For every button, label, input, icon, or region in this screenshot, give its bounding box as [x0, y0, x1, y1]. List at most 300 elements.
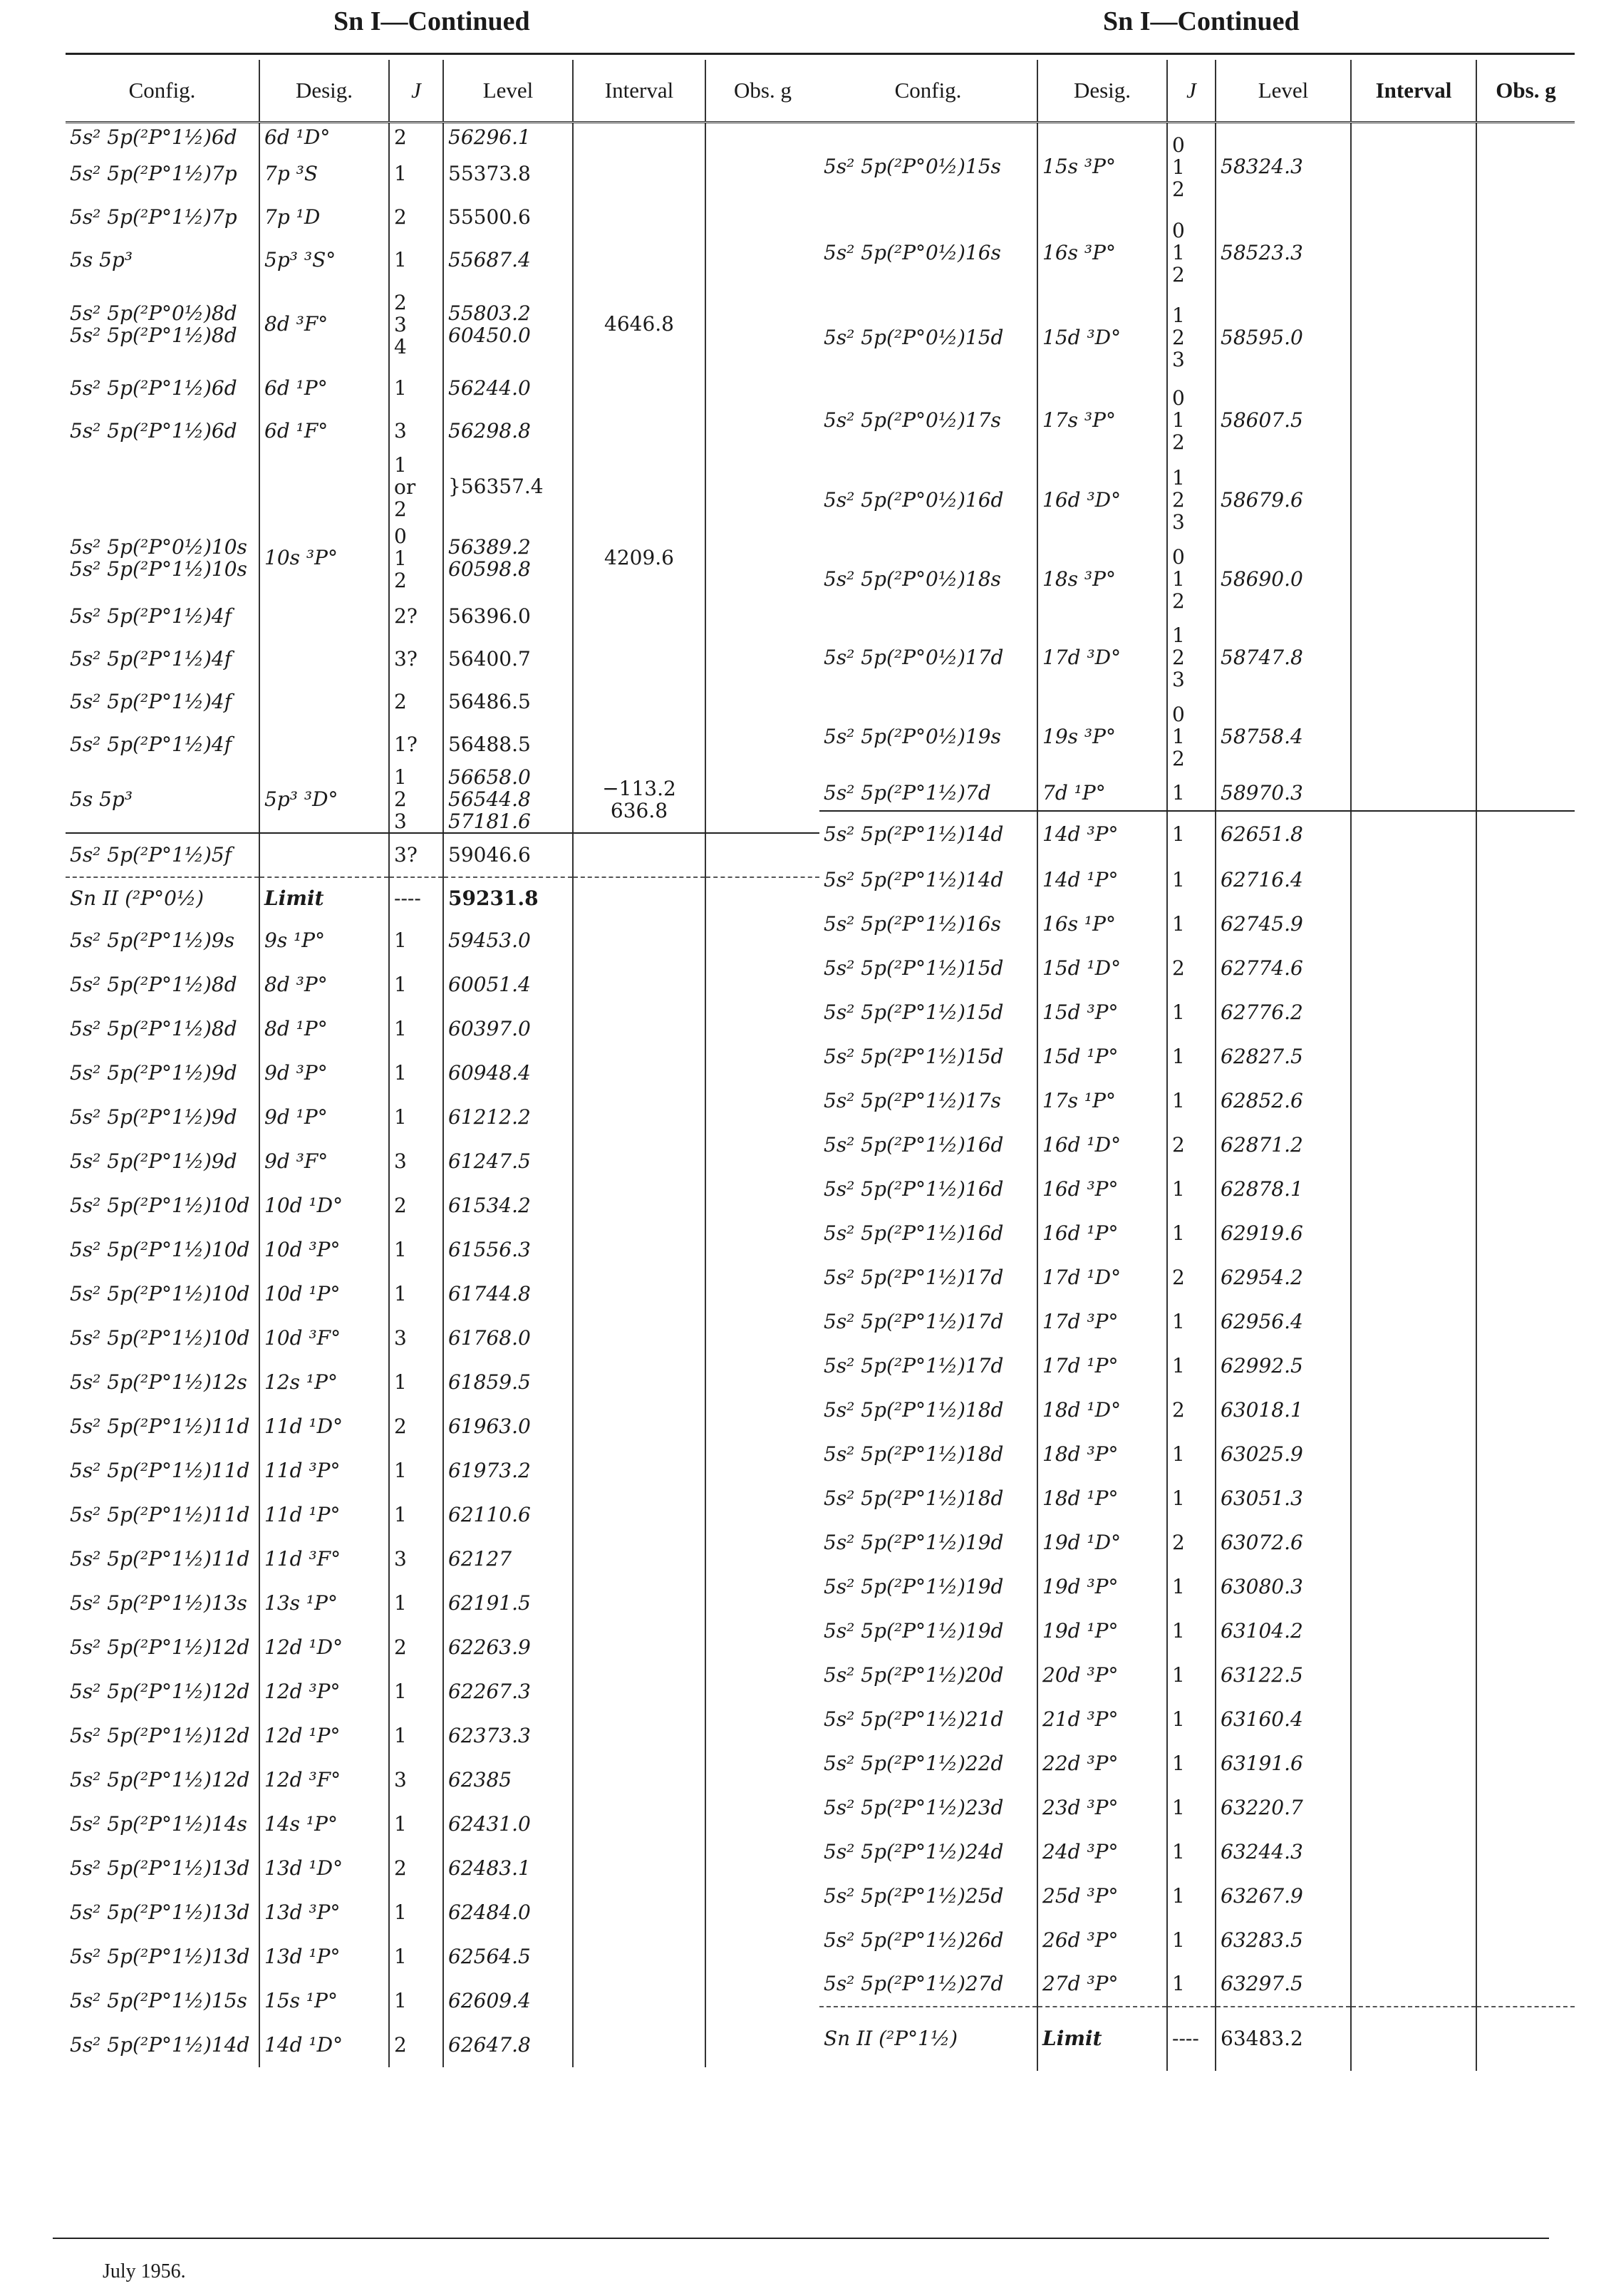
j-cell — [389, 453, 443, 521]
j-cell: 1 — [1167, 1167, 1216, 1211]
j-cell: 2 — [389, 1184, 443, 1228]
level-row — [819, 1565, 1575, 1609]
j-cell: 1 — [1167, 1300, 1216, 1344]
cell-line: 1 — [1172, 466, 1185, 490]
config-cell: 5s² 5p(²P°1½)10d — [66, 1316, 259, 1360]
cell-line: 5s² 5p(²P°0½)8d — [70, 301, 237, 325]
obs-g-cell — [705, 1714, 819, 1758]
header-obs-g: Obs. g — [705, 60, 819, 123]
obs-g-cell — [1476, 1697, 1575, 1742]
j-cell: 1 — [1167, 1742, 1216, 1786]
level-cell: 56488.5 — [443, 723, 573, 766]
config-cell: 5s² 5p(²P°1½)6d — [66, 410, 259, 453]
interval-cell — [1351, 1256, 1476, 1300]
j-cell: 1 — [389, 1802, 443, 1846]
j-cell: 1 — [389, 239, 443, 281]
obs-g-cell — [705, 877, 819, 919]
interval-cell — [573, 2023, 705, 2067]
desig-cell: 19s ³P° — [1037, 697, 1167, 777]
config-cell: 5s² 5p(²P°1½)15d — [819, 991, 1037, 1035]
desig-cell: 10d ¹P° — [259, 1272, 389, 1316]
header-level: Level — [443, 60, 573, 123]
header-config: Config. — [66, 60, 259, 123]
desig-cell: 10d ³F° — [259, 1316, 389, 1360]
desig-cell: 7d ¹P° — [1037, 777, 1167, 811]
obs-g-cell — [705, 1051, 819, 1095]
level-cell: 63025.9 — [1216, 1432, 1351, 1477]
desig-cell: 24d ³P° — [1037, 1830, 1167, 1874]
level-cell: 63080.3 — [1216, 1565, 1351, 1609]
header-desig: Desig. — [1037, 60, 1167, 123]
level-row — [66, 1670, 819, 1714]
cell-line: 4 — [394, 334, 407, 358]
desig-cell: 10d ³P° — [259, 1228, 389, 1272]
config-cell: 5s² 5p(²P°1½)16s — [819, 902, 1037, 946]
config-cell: 5s² 5p(²P°1½)15d — [819, 946, 1037, 991]
cell-line: 2 — [1172, 263, 1185, 286]
j-cell: 1 — [1167, 1918, 1216, 1963]
level-cell: 55500.6 — [443, 196, 573, 239]
level-row — [819, 1035, 1575, 1079]
config-cell: 5s² 5p(²P°1½)10d — [66, 1184, 259, 1228]
obs-g-cell — [705, 723, 819, 766]
config-cell: 5s² 5p(²P°1½)19d — [819, 1609, 1037, 1653]
j-cell — [1167, 211, 1216, 295]
level-row — [66, 2023, 819, 2067]
level-cell: 62992.5 — [1216, 1344, 1351, 1388]
config-cell: 5s² 5p(²P°1½)9d — [66, 1051, 259, 1095]
interval-cell — [1351, 211, 1476, 295]
obs-g-cell — [1476, 1609, 1575, 1653]
cell-line: 0 — [1172, 386, 1185, 410]
obs-g-cell — [705, 1891, 819, 1935]
level-cell: 62878.1 — [1216, 1167, 1351, 1211]
obs-g-cell — [705, 152, 819, 196]
j-cell: 2 — [1167, 946, 1216, 991]
j-cell: 1 — [389, 1891, 443, 1935]
config-cell: 5s² 5p(²P°1½)26d — [819, 1918, 1037, 1963]
level-row — [819, 123, 1575, 211]
level-cell: 63283.5 — [1216, 1918, 1351, 1963]
obs-g-cell — [1476, 1079, 1575, 1123]
j-cell — [1167, 123, 1216, 211]
obs-g-cell — [705, 281, 819, 367]
level-row — [819, 460, 1575, 540]
cell-line: 56544.8 — [448, 787, 531, 811]
level-row — [66, 595, 819, 638]
config-cell: 5s² 5p(²P°0½)19s — [819, 697, 1037, 777]
desig-cell: 15d ³D° — [1037, 295, 1167, 381]
level-cell: 55373.8 — [443, 152, 573, 196]
desig-cell — [259, 681, 389, 723]
level-row — [819, 295, 1575, 381]
config-cell: 5s² 5p(²P°1½)11d — [66, 1405, 259, 1449]
obs-g-cell — [1476, 1123, 1575, 1167]
config-cell: 5s² 5p(²P°1½)5f — [66, 833, 259, 877]
config-cell: 5s² 5p(²P°1½)12d — [66, 1670, 259, 1714]
interval-cell — [573, 963, 705, 1007]
header-desig: Desig. — [259, 60, 389, 123]
desig-cell: 8d ³F° — [259, 281, 389, 367]
j-cell: 1 — [1167, 777, 1216, 811]
level-row — [66, 963, 819, 1007]
obs-g-cell — [1476, 2007, 1575, 2071]
level-row — [66, 919, 819, 963]
level-row — [819, 1477, 1575, 1521]
j-cell: 2 — [389, 1625, 443, 1670]
obs-g-cell — [705, 1139, 819, 1184]
level-row — [819, 777, 1575, 811]
level-cell: 63220.7 — [1216, 1786, 1351, 1830]
level-cell: 58747.8 — [1216, 619, 1351, 697]
level-cell: 61744.8 — [443, 1272, 573, 1316]
level-row — [819, 1211, 1575, 1256]
interval-cell — [573, 1272, 705, 1316]
interval-cell — [1351, 1344, 1476, 1388]
interval-cell — [573, 723, 705, 766]
j-cell: 1 — [1167, 1079, 1216, 1123]
desig-cell: 20d ³P° — [1037, 1653, 1167, 1697]
j-cell: 1? — [389, 723, 443, 766]
config-cell: 5s² 5p(²P°1½)23d — [819, 1786, 1037, 1830]
desig-cell: 7p ³S — [259, 152, 389, 196]
desig-cell: 17s ³P° — [1037, 381, 1167, 460]
desig-cell: 17d ¹P° — [1037, 1344, 1167, 1388]
desig-cell: 7p ¹D — [259, 196, 389, 239]
interval-cell — [1351, 1388, 1476, 1432]
interval-cell — [573, 1846, 705, 1891]
level-cell: 62871.2 — [1216, 1123, 1351, 1167]
interval-cell — [573, 1360, 705, 1405]
level-cell: 61768.0 — [443, 1316, 573, 1360]
obs-g-cell — [1476, 1874, 1575, 1918]
level-cell: 59046.6 — [443, 833, 573, 877]
level-row — [819, 1432, 1575, 1477]
cell-line: or — [394, 475, 416, 499]
obs-g-cell — [1476, 902, 1575, 946]
level-row — [819, 1344, 1575, 1388]
interval-cell — [573, 196, 705, 239]
cell-line: 5s² 5p(²P°0½)10s — [70, 535, 247, 559]
interval-cell — [573, 1891, 705, 1935]
cell-line: 60450.0 — [448, 324, 531, 347]
config-cell: 5s² 5p(²P°1½)18d — [819, 1388, 1037, 1432]
desig-cell: 13d ¹P° — [259, 1935, 389, 1979]
level-row — [66, 681, 819, 723]
config-cell: 5s 5p³ — [66, 239, 259, 281]
level-cell: 63483.2 — [1216, 2007, 1351, 2071]
level-row — [66, 152, 819, 196]
level-cell: 58607.5 — [1216, 381, 1351, 460]
desig-cell: 9d ¹P° — [259, 1095, 389, 1139]
interval-cell — [573, 1581, 705, 1625]
obs-g-cell — [705, 1581, 819, 1625]
config-cell: 5s² 5p(²P°0½)16d — [819, 460, 1037, 540]
level-cell: 62385 — [443, 1758, 573, 1802]
j-cell: 2 — [1167, 1521, 1216, 1565]
j-cell: 1 — [1167, 1697, 1216, 1742]
obs-g-cell — [705, 1272, 819, 1316]
obs-g-cell — [1476, 211, 1575, 295]
level-row — [819, 2007, 1575, 2071]
interval-cell — [1351, 1300, 1476, 1344]
interval-cell — [1351, 1963, 1476, 2007]
obs-g-cell — [1476, 1653, 1575, 1697]
level-row — [66, 1537, 819, 1581]
config-cell: 5s² 5p(²P°1½)8d — [66, 963, 259, 1007]
interval-cell: 4209.6 — [573, 521, 705, 595]
config-cell: 5s² 5p(²P°1½)17d — [819, 1344, 1037, 1388]
level-row — [66, 638, 819, 681]
config-cell: 5s² 5p(²P°1½)13d — [66, 1891, 259, 1935]
obs-g-cell — [705, 1802, 819, 1846]
desig-cell — [259, 638, 389, 681]
config-cell — [66, 453, 259, 521]
level-cell: 62774.6 — [1216, 946, 1351, 991]
config-cell: 5s² 5p(²P°1½)12s — [66, 1360, 259, 1405]
j-cell: 1 — [389, 1228, 443, 1272]
cell-line: 1 — [1172, 624, 1185, 647]
interval-cell — [1351, 697, 1476, 777]
level-row — [819, 1521, 1575, 1565]
j-cell: 2 — [1167, 1256, 1216, 1300]
j-cell: 1 — [389, 1007, 443, 1051]
desig-cell: 27d ³P° — [1037, 1963, 1167, 2007]
level-row — [819, 946, 1575, 991]
level-row — [819, 1874, 1575, 1918]
interval-cell — [1351, 1521, 1476, 1565]
config-cell: 5s² 5p(²P°1½)6d — [66, 367, 259, 410]
config-cell: 5s² 5p(²P°1½)9d — [66, 1139, 259, 1184]
j-cell: 1 — [389, 1051, 443, 1095]
obs-g-cell — [705, 638, 819, 681]
level-cell: 62127 — [443, 1537, 573, 1581]
level-cell — [443, 766, 573, 833]
obs-g-cell — [1476, 1432, 1575, 1477]
desig-cell: 9d ³F° — [259, 1139, 389, 1184]
obs-g-cell — [1476, 1830, 1575, 1874]
config-cell: 5s² 5p(²P°1½)9d — [66, 1095, 259, 1139]
level-row — [819, 1609, 1575, 1653]
obs-g-cell — [705, 1979, 819, 2023]
config-cell: 5s² 5p(²P°1½)11d — [66, 1449, 259, 1493]
j-cell — [389, 766, 443, 833]
level-row — [66, 1846, 819, 1891]
obs-g-cell — [1476, 946, 1575, 991]
desig-cell: 6d ¹F° — [259, 410, 389, 453]
level-cell: 62919.6 — [1216, 1211, 1351, 1256]
desig-cell: 11d ³F° — [259, 1537, 389, 1581]
level-row — [819, 619, 1575, 697]
level-cell: 61534.2 — [443, 1184, 573, 1228]
level-cell: 62827.5 — [1216, 1035, 1351, 1079]
level-row — [819, 1123, 1575, 1167]
level-row — [819, 211, 1575, 295]
level-cell: 60397.0 — [443, 1007, 573, 1051]
desig-cell: 19d ³P° — [1037, 1565, 1167, 1609]
j-cell: ---- — [1167, 2007, 1216, 2071]
desig-cell — [259, 723, 389, 766]
desig-cell: 10d ¹D° — [259, 1184, 389, 1228]
interval-cell — [573, 877, 705, 919]
desig-cell: 14d ³P° — [1037, 811, 1167, 858]
j-cell: 1 — [389, 1360, 443, 1405]
config-cell: 5s² 5p(²P°0½)15d — [819, 295, 1037, 381]
config-cell: 5s² 5p(²P°1½)16d — [819, 1167, 1037, 1211]
level-cell: 63267.9 — [1216, 1874, 1351, 1918]
desig-cell: 6d ¹P° — [259, 367, 389, 410]
obs-g-cell — [705, 1670, 819, 1714]
cell-line: 2 — [1172, 747, 1185, 770]
config-cell: Sn II (²P°0½) — [66, 877, 259, 919]
interval-cell — [1351, 1432, 1476, 1477]
j-cell: 1 — [1167, 1211, 1216, 1256]
obs-g-cell — [1476, 1211, 1575, 1256]
interval-cell — [1351, 1786, 1476, 1830]
j-cell: 3? — [389, 638, 443, 681]
j-cell: 1 — [1167, 1477, 1216, 1521]
level-row — [66, 1625, 819, 1670]
interval-cell — [573, 1537, 705, 1581]
j-cell: 1 — [389, 1493, 443, 1537]
desig-cell: 17d ³D° — [1037, 619, 1167, 697]
left-levels-table — [66, 60, 819, 2067]
obs-g-cell — [705, 2023, 819, 2067]
obs-g-cell — [1476, 1167, 1575, 1211]
interval-cell — [1351, 1874, 1476, 1918]
config-cell: 5s² 5p(²P°1½)22d — [819, 1742, 1037, 1786]
level-cell: 63122.5 — [1216, 1653, 1351, 1697]
cell-line: 2 — [1172, 646, 1185, 669]
obs-g-cell — [705, 1625, 819, 1670]
level-cell: 58758.4 — [1216, 697, 1351, 777]
j-cell — [1167, 540, 1216, 619]
obs-g-cell — [705, 1935, 819, 1979]
level-row — [66, 453, 819, 521]
obs-g-cell — [1476, 1521, 1575, 1565]
interval-cell — [573, 1007, 705, 1051]
interval-cell — [573, 638, 705, 681]
j-cell: 3 — [389, 1758, 443, 1802]
level-row — [66, 1802, 819, 1846]
desig-cell: 16d ³D° — [1037, 460, 1167, 540]
config-cell: 5s² 5p(²P°1½)7p — [66, 196, 259, 239]
j-cell — [389, 521, 443, 595]
config-cell: 5s² 5p(²P°1½)13d — [66, 1846, 259, 1891]
j-cell — [1167, 619, 1216, 697]
level-cell: 56486.5 — [443, 681, 573, 723]
obs-g-cell — [1476, 1963, 1575, 2007]
level-row — [66, 521, 819, 595]
level-row — [66, 239, 819, 281]
config-cell: 5s² 5p(²P°1½)4f — [66, 595, 259, 638]
obs-g-cell — [1476, 295, 1575, 381]
desig-cell: 5p³ ³S° — [259, 239, 389, 281]
level-row — [66, 1360, 819, 1405]
cell-line: 1 — [394, 546, 407, 570]
interval-cell — [573, 123, 705, 152]
config-cell: 5s² 5p(²P°1½)11d — [66, 1537, 259, 1581]
right-header-row — [819, 60, 1575, 123]
obs-g-cell — [705, 1846, 819, 1891]
cell-line: 0 — [394, 524, 407, 548]
cell-line: 1 — [1172, 304, 1185, 327]
level-row — [819, 697, 1575, 777]
cell-line: 1 — [394, 453, 407, 477]
config-cell: 5s² 5p(²P°1½)14d — [66, 2023, 259, 2067]
j-cell: 1 — [1167, 991, 1216, 1035]
level-row — [819, 1079, 1575, 1123]
j-cell: 1 — [1167, 1565, 1216, 1609]
j-cell — [1167, 697, 1216, 777]
header-config: Config. — [819, 60, 1037, 123]
interval-cell — [573, 367, 705, 410]
interval-cell — [1351, 619, 1476, 697]
interval-cell — [573, 453, 705, 521]
j-cell: 2 — [389, 2023, 443, 2067]
level-cell: 58970.3 — [1216, 777, 1351, 811]
level-cell: 58324.3 — [1216, 123, 1351, 211]
cell-line: 3 — [1172, 510, 1185, 534]
interval-cell — [573, 1670, 705, 1714]
obs-g-cell — [705, 1095, 819, 1139]
config-cell: 5s² 5p(²P°1½)18d — [819, 1432, 1037, 1477]
desig-cell: 16d ³P° — [1037, 1167, 1167, 1211]
config-cell: 5s² 5p(²P°1½)12d — [66, 1758, 259, 1802]
j-cell: 1 — [389, 1095, 443, 1139]
desig-cell: 17d ¹D° — [1037, 1256, 1167, 1300]
level-cell: 62484.0 — [443, 1891, 573, 1935]
j-cell: 2 — [389, 1846, 443, 1891]
desig-cell: 16s ³P° — [1037, 211, 1167, 295]
desig-cell: 15s ³P° — [1037, 123, 1167, 211]
obs-g-cell — [1476, 1918, 1575, 1963]
config-cell: 5s² 5p(²P°1½)19d — [819, 1521, 1037, 1565]
interval-cell — [573, 152, 705, 196]
level-row — [819, 991, 1575, 1035]
desig-cell: 13d ³P° — [259, 1891, 389, 1935]
j-cell: 3 — [389, 1139, 443, 1184]
interval-cell — [1351, 1918, 1476, 1963]
interval-cell — [573, 239, 705, 281]
obs-g-cell — [705, 1405, 819, 1449]
footer-date: July 1956. — [103, 2260, 186, 2282]
level-row — [66, 723, 819, 766]
config-cell: 5s² 5p(²P°1½)7p — [66, 152, 259, 196]
desig-cell: 15s ¹P° — [259, 1979, 389, 2023]
level-cell: 63191.6 — [1216, 1742, 1351, 1786]
obs-g-cell — [1476, 1477, 1575, 1521]
level-cell: 63104.2 — [1216, 1609, 1351, 1653]
cell-line: 1 — [1172, 155, 1185, 179]
interval-cell — [1351, 1211, 1476, 1256]
config-cell: 5s² 5p(²P°0½)17s — [819, 381, 1037, 460]
level-row — [66, 1493, 819, 1537]
left-header-row — [66, 60, 819, 123]
config-cell: 5s² 5p(²P°1½)8d — [66, 1007, 259, 1051]
interval-cell — [1351, 946, 1476, 991]
j-cell: 2 — [1167, 1123, 1216, 1167]
interval-cell — [573, 1714, 705, 1758]
cell-line: 60598.8 — [448, 557, 531, 581]
j-cell — [389, 281, 443, 367]
desig-cell: 12d ¹P° — [259, 1714, 389, 1758]
level-row — [66, 196, 819, 239]
config-cell: 5s² 5p(²P°1½)21d — [819, 1697, 1037, 1742]
header-level: Level — [1216, 60, 1351, 123]
desig-cell: 23d ³P° — [1037, 1786, 1167, 1830]
level-cell: 62431.0 — [443, 1802, 573, 1846]
